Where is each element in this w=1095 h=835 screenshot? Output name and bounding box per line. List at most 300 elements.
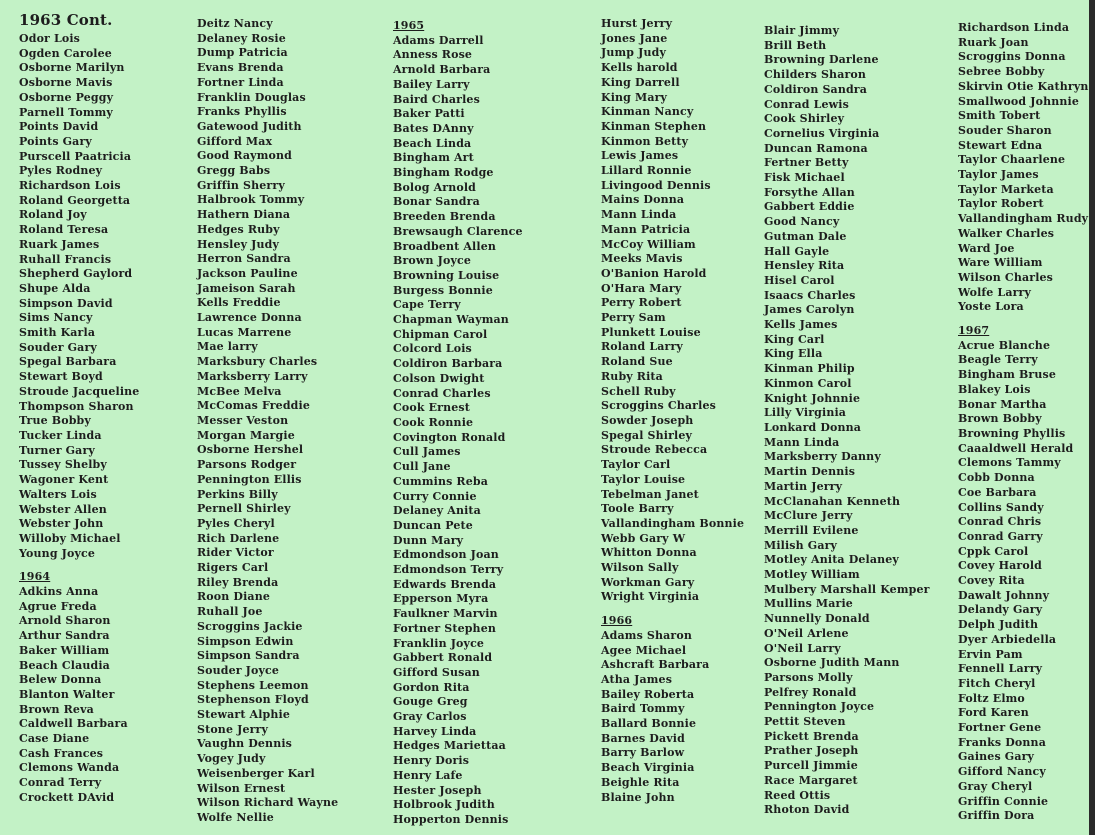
student-name: Weisenberger Karl <box>197 766 315 780</box>
student-name: Covington Ronald <box>393 430 506 444</box>
student-name: Osborne Marilyn <box>19 61 125 75</box>
student-name: Lawrence Donna <box>197 311 302 325</box>
student-name: Mann Linda <box>601 208 677 222</box>
year-heading: 1964 <box>19 570 51 584</box>
student-name: Hurst Jerry <box>601 17 673 30</box>
student-name: Browning Louise <box>393 268 500 282</box>
student-name: Kells James <box>764 318 838 332</box>
student-name: Hisel Carol <box>764 273 835 287</box>
student-name: Bingham Rodge <box>393 166 494 180</box>
student-name: Smith Tobert <box>958 109 1041 123</box>
student-name: Race Margaret <box>764 773 858 787</box>
student-name: Adams Sharon <box>601 628 693 642</box>
student-name: Lonkard Donna <box>764 420 862 434</box>
student-name: Good Nancy <box>764 215 840 229</box>
student-name: Perry Sam <box>601 311 666 325</box>
student-name: Roland Sue <box>601 355 673 369</box>
student-name: Scroggins Donna <box>958 50 1066 64</box>
student-name: Gregg Babs <box>197 164 271 178</box>
student-name: Franks Phyllis <box>197 105 287 119</box>
student-name: Coldiron Sandra <box>764 82 868 96</box>
student-name: Clemons Wanda <box>19 761 120 775</box>
student-name: Collins Sandy <box>958 500 1044 514</box>
student-name: Stroude Jacqueline <box>19 384 140 398</box>
student-name: Roland Teresa <box>19 223 109 237</box>
student-name: Scroggins Charles <box>601 399 716 413</box>
student-name: Sowder Joseph <box>601 413 694 427</box>
student-name: Good Raymond <box>197 149 292 163</box>
student-name: Hedges Ruby <box>197 222 280 236</box>
student-name: Baird Tommy <box>601 702 685 716</box>
student-name: Brown Bobby <box>958 412 1042 426</box>
student-name: Bates DAnny <box>393 121 474 135</box>
student-name: Cook Shirley <box>764 112 845 126</box>
student-name: Covey Rita <box>958 574 1025 588</box>
student-name: Conrad Lewis <box>764 97 849 111</box>
student-name: Rich Darlene <box>197 531 280 545</box>
student-name: Smith Karla <box>19 326 96 340</box>
student-name: Roland Joy <box>19 208 87 222</box>
student-name: Delph Judith <box>958 618 1039 632</box>
student-name: Martin Dennis <box>764 465 856 479</box>
student-name: Gatewood Judith <box>197 119 302 133</box>
student-name: Gouge Greg <box>393 695 468 709</box>
student-name: Griffin Connie <box>958 794 1049 808</box>
student-name: Cornelius Virginia <box>764 126 880 140</box>
student-name: Sebree Bobby <box>958 65 1045 79</box>
student-name: Coldiron Barbara <box>393 357 503 371</box>
student-name: Vallandingham Bonnie <box>601 516 745 530</box>
year-heading: 1967 <box>958 324 990 338</box>
student-name: McCoy William <box>601 237 696 251</box>
student-name: Cook Ernest <box>393 401 470 415</box>
student-name: Marksberry Danny <box>764 450 881 464</box>
student-name: Cash Frances <box>19 746 104 760</box>
student-name: Motley Anita Delaney <box>764 553 899 567</box>
student-name: Cppk Carol <box>958 544 1029 558</box>
student-name: Fortner Linda <box>197 75 284 89</box>
student-name: Hedges Mariettaa <box>393 739 506 753</box>
student-name: O'Banion Harold <box>601 266 707 280</box>
student-name: Kinmon Betty <box>601 134 689 148</box>
student-name: Childers Sharon <box>764 68 867 82</box>
student-name: Purscell Paatricia <box>19 149 132 163</box>
student-name: Stone Jerry <box>197 722 269 736</box>
student-name: Curry Connie <box>393 489 477 503</box>
student-name: Adkins Anna <box>19 585 99 599</box>
student-name: Gaines Gary <box>958 750 1035 764</box>
year-heading: 1966 <box>601 614 633 628</box>
student-name: Arnold Barbara <box>393 63 491 77</box>
student-name: Duncan Ramona <box>764 141 868 155</box>
student-name: Colcord Lois <box>393 342 472 356</box>
student-name: Pyles Cheryl <box>197 516 275 530</box>
student-name: Stephenson Floyd <box>197 693 309 707</box>
student-name: Taylor Robert <box>958 197 1044 211</box>
student-name: Lucas Marrene <box>197 325 292 339</box>
student-name: Simpson Sandra <box>197 649 300 663</box>
student-name: Scroggins Jackie <box>197 619 303 633</box>
student-name: Evans Brenda <box>197 61 284 75</box>
student-name: Marksbury Charles <box>197 355 318 369</box>
student-name: Mullins Marie <box>764 597 853 611</box>
student-name: Stewart Alphie <box>197 708 291 722</box>
student-name: Cook Ronnie <box>393 415 474 429</box>
student-name: Nunnelly Donald <box>764 612 870 626</box>
student-name: Beagle Terry <box>958 353 1038 367</box>
student-name: Thompson Sharon <box>19 399 134 413</box>
student-name: Blakey Lois <box>958 382 1031 396</box>
student-name: Wolfe Nellie <box>197 810 274 824</box>
student-name: Coe Barbara <box>958 485 1037 499</box>
student-name: Messer Veston <box>197 413 289 427</box>
student-name: Cull Jane <box>393 460 451 474</box>
student-name: Duncan Pete <box>393 518 473 532</box>
student-name: Mann Patricia <box>601 222 691 236</box>
student-name: Motley William <box>764 568 860 582</box>
student-name: Pernell Shirley <box>197 502 291 516</box>
student-name: Mains Donna <box>601 193 685 207</box>
student-name: Walters Lois <box>19 487 97 501</box>
student-name: Beach Linda <box>393 136 472 150</box>
student-name: Richardson Lois <box>19 179 121 193</box>
student-name: Bingham Bruse <box>958 368 1056 382</box>
student-name: Cummins Reba <box>393 474 488 488</box>
student-name: Anness Rose <box>393 48 473 62</box>
student-name: Halbrook Tommy <box>197 193 305 207</box>
student-name: Fortner Stephen <box>393 621 497 635</box>
student-name: Taylor James <box>958 168 1039 182</box>
student-name: Morgan Margie <box>197 428 295 442</box>
student-name: King Ella <box>764 347 823 361</box>
student-name: Arthur Sandra <box>19 629 110 643</box>
student-name: Tucker Linda <box>19 428 102 442</box>
column-6 <box>958 21 1089 824</box>
student-name: Hall Gayle <box>764 244 830 258</box>
student-name: Milish Gary <box>764 538 838 552</box>
student-name: Beighle Rita <box>601 775 680 789</box>
student-name: Hensley Judy <box>197 237 280 251</box>
column-5 <box>764 24 930 818</box>
student-name: Hester Joseph <box>393 783 482 797</box>
student-name: Parsons Molly <box>764 670 853 684</box>
student-name: Conrad Charles <box>393 386 491 400</box>
student-name: Bonar Martha <box>958 397 1047 411</box>
student-name: Bailey Roberta <box>601 687 695 701</box>
student-name: Plunkett Louise <box>601 325 701 339</box>
student-name: Brill Beth <box>764 38 827 52</box>
student-name: Wilson Sally <box>601 561 679 575</box>
student-name: Workman Gary <box>601 575 695 589</box>
student-name: Vaughn Dennis <box>197 737 293 751</box>
student-name: Ruhall Francis <box>19 252 112 266</box>
student-name: Cape Terry <box>393 298 461 312</box>
student-name: Harvey Linda <box>393 724 477 738</box>
student-name: Wolfe Larry <box>958 285 1032 299</box>
student-name: Baird Charles <box>393 92 480 106</box>
student-name: Parsons Rodger <box>197 458 297 472</box>
student-name: Kinman Nancy <box>601 105 694 119</box>
student-name: Edmondson Joan <box>393 548 499 562</box>
student-name: Baker William <box>19 643 110 657</box>
student-name: Conrad Garry <box>958 529 1043 543</box>
student-name: Franklin Douglas <box>197 90 306 104</box>
student-name: Souder Joyce <box>197 663 280 677</box>
student-name: Gifford Susan <box>393 665 480 679</box>
student-name: Gabbert Ronald <box>393 651 493 665</box>
student-name: O'Neil Arlene <box>764 626 849 640</box>
student-name: Wilson Charles <box>958 270 1054 284</box>
student-name: Osborne Mavis <box>19 76 113 90</box>
student-name: Souder Sharon <box>958 123 1052 137</box>
student-name: Barnes David <box>601 731 685 745</box>
student-name: Points Gary <box>19 134 92 148</box>
student-name: Stewart Boyd <box>19 370 103 384</box>
column-2 <box>197 17 338 826</box>
student-name: Rider Victor <box>197 546 274 560</box>
student-name: Faulkner Marvin <box>393 607 498 621</box>
student-name: McClure Jerry <box>764 509 853 523</box>
student-name: Mae larry <box>197 340 258 354</box>
student-name: Colson Dwight <box>393 371 485 385</box>
student-name: James Carolyn <box>764 303 855 317</box>
student-name: Rhoton David <box>764 803 850 817</box>
student-name: Griffin Sherry <box>197 178 285 192</box>
student-name: Meeks Mavis <box>601 252 683 266</box>
student-name: Gifford Max <box>197 134 273 148</box>
student-name: Dyer Arbiedella <box>958 632 1057 646</box>
student-name: Gordon Rita <box>393 680 470 694</box>
student-name: Pettit Steven <box>764 715 846 729</box>
student-name: Conrad Chris <box>958 515 1042 529</box>
student-name: Bailey Larry <box>393 77 470 91</box>
student-name: Brown Joyce <box>393 254 472 268</box>
student-name: Delaney Anita <box>393 504 481 518</box>
student-name: Ford Karen <box>958 706 1029 720</box>
student-name: Conrad Terry <box>19 776 102 790</box>
student-name: Perry Robert <box>601 296 682 310</box>
student-name: Dump Patricia <box>197 46 288 60</box>
student-name: Blair Jimmy <box>764 24 840 37</box>
student-name: Pelfrey Ronald <box>764 685 857 699</box>
student-name: Fertner Betty <box>764 156 849 170</box>
student-name: Pennington Joyce <box>764 700 875 714</box>
student-name: Delandy Gary <box>958 603 1043 617</box>
student-name: McBee Melva <box>197 384 282 398</box>
student-name: Jump Judy <box>601 46 666 60</box>
student-name: Epperson Myra <box>393 592 489 606</box>
student-name: Webster Allen <box>19 502 107 516</box>
student-name: Caaaldwell Herald <box>958 441 1074 455</box>
student-name: Turner Gary <box>19 443 95 457</box>
student-name: Gifford Nancy <box>958 765 1046 779</box>
student-name: Beach Claudia <box>19 658 110 672</box>
student-name: Breeden Brenda <box>393 210 496 224</box>
student-name: Taylor Chaarlene <box>958 153 1066 167</box>
student-name: Fisk Michael <box>764 171 845 185</box>
student-name: Ward Joe <box>958 241 1015 255</box>
student-name: Kells Freddie <box>197 296 281 310</box>
student-name: Bolog Arnold <box>393 180 477 194</box>
student-name: Blaine John <box>601 790 675 804</box>
student-name: Simpson David <box>19 296 113 310</box>
student-name: Kinmon Carol <box>764 376 852 390</box>
student-name: Schell Ruby <box>601 384 676 398</box>
student-name: Covey Harold <box>958 559 1043 573</box>
student-name: Delaney Rosie <box>197 31 286 45</box>
student-name: Dunn Mary <box>393 533 464 547</box>
student-name: Lewis James <box>601 149 679 163</box>
student-name: Gutman Dale <box>764 229 847 243</box>
student-name: Fortner Gene <box>958 721 1042 735</box>
student-name: Brewsaugh Clarence <box>393 224 523 238</box>
student-name: Stewart Edna <box>958 138 1043 152</box>
student-name: Osborne Judith Mann <box>764 656 900 670</box>
student-name: Yoste Lora <box>958 300 1024 314</box>
student-name: Herron Sandra <box>197 252 291 266</box>
student-name: Bonar Sandra <box>393 195 480 209</box>
student-name: Osborne Peggy <box>19 90 114 104</box>
student-name: Jones Jane <box>601 31 668 45</box>
student-name: Broadbent Allen <box>393 239 496 253</box>
student-name: Acrue Blanche <box>958 338 1051 352</box>
student-name: McClanahan Kenneth <box>764 494 901 508</box>
student-name: King Carl <box>764 332 825 346</box>
student-name: Mulbery Marshall Kemper <box>764 582 930 596</box>
student-name: Knight Johnnie <box>764 391 861 405</box>
student-name: Belew Donna <box>19 673 102 687</box>
student-name: Foltz Elmo <box>958 691 1025 705</box>
student-name: Stephens Leemon <box>197 678 309 692</box>
column-4 <box>601 17 744 805</box>
student-name: Dawalt Johnny <box>958 588 1050 602</box>
student-name: Merrill Evilene <box>764 523 859 537</box>
student-name: Spegal Shirley <box>601 428 693 442</box>
student-name: Wagoner Kent <box>19 473 109 487</box>
student-name: Gray Cheryl <box>958 779 1033 793</box>
student-name: Gray Carlos <box>393 710 467 724</box>
student-name: Taylor Carl <box>601 458 671 472</box>
column-3 <box>393 19 523 828</box>
student-name: Edwards Brenda <box>393 577 497 591</box>
student-name: Beach Virginia <box>601 761 695 775</box>
student-name: Sims Nancy <box>19 311 93 325</box>
student-name: Marksberry Larry <box>197 369 308 383</box>
student-name: Skirvin Otie Kathryn <box>958 79 1089 93</box>
student-name: Agrue Freda <box>19 599 97 613</box>
student-name: Ruark James <box>19 237 100 251</box>
student-name: Taylor Marketa <box>958 182 1054 196</box>
student-name: Simpson Edwin <box>197 634 294 648</box>
student-name: Browning Phyllis <box>958 426 1066 440</box>
student-name: Roon Diane <box>197 590 270 604</box>
student-name: Henry Lafe <box>393 768 463 782</box>
student-name: Rigers Carl <box>197 561 269 575</box>
student-name: Burgess Bonnie <box>393 283 493 297</box>
year-heading: 1965 <box>393 19 425 32</box>
page-edge-shadow <box>1089 0 1095 835</box>
student-name: Toole Barry <box>601 502 674 516</box>
student-name: Henry Doris <box>393 754 470 768</box>
student-name: Lillard Ronnie <box>601 164 692 178</box>
student-name: Ogden Carolee <box>19 46 112 60</box>
student-name: Ruhall Joe <box>197 605 263 619</box>
student-name: Richardson Linda <box>958 21 1070 34</box>
student-name: Pennington Ellis <box>197 472 302 486</box>
student-name: Wright Virginia <box>601 590 700 604</box>
student-name: Gabbert Eddie <box>764 200 855 214</box>
student-name: Blanton Walter <box>19 687 115 701</box>
student-name: Fitch Cheryl <box>958 676 1036 690</box>
student-name: Taylor Louise <box>601 472 686 486</box>
student-name: Hensley Rita <box>764 259 845 273</box>
student-name: Roland Larry <box>601 340 683 354</box>
column-1 <box>19 10 139 806</box>
student-name: Franks Donna <box>958 735 1046 749</box>
student-name: Kinman Philip <box>764 362 855 376</box>
student-name: Willoby Michael <box>19 531 121 545</box>
student-name: Pyles Rodney <box>19 164 103 178</box>
student-name: Ruark Joan <box>958 35 1029 49</box>
student-name: King Darrell <box>601 75 680 89</box>
student-name: Kells harold <box>601 61 678 75</box>
student-name: Shepherd Gaylord <box>19 267 133 281</box>
student-name: Tebelman Janet <box>601 487 699 501</box>
student-name: Smallwood Johnnie <box>958 94 1079 108</box>
student-name: Vogey Judy <box>197 752 266 766</box>
student-name: O'Hara Mary <box>601 281 682 295</box>
student-name: Baker Patti <box>393 107 465 121</box>
student-name: Roland Georgetta <box>19 193 131 207</box>
student-name: Crockett DAvid <box>19 790 115 804</box>
student-name: Bingham Art <box>393 151 474 165</box>
student-name: Reed Ottis <box>764 788 831 802</box>
student-name: Deitz Nancy <box>197 17 273 30</box>
student-name: Young Joyce <box>19 546 96 560</box>
student-name: Pickett Brenda <box>764 729 859 743</box>
student-name: Kinman Stephen <box>601 119 707 133</box>
student-name: Parnell Tommy <box>19 105 113 119</box>
student-name: Case Diane <box>19 732 90 746</box>
student-name: Webster John <box>19 517 104 531</box>
student-name: Mann Linda <box>764 435 840 449</box>
student-name: Caldwell Barbara <box>19 717 128 731</box>
student-name: Isaacs Charles <box>764 288 856 302</box>
student-name: Ruby Rita <box>601 369 663 383</box>
student-name: Spegal Barbara <box>19 355 117 369</box>
student-name: Souder Gary <box>19 340 97 354</box>
student-name: Chipman Carol <box>393 327 488 341</box>
student-name: Stroude Rebecca <box>601 443 708 457</box>
student-name: Osborne Hershel <box>197 443 304 457</box>
student-name: Wilson Richard Wayne <box>197 796 339 810</box>
student-name: Wilson Ernest <box>197 781 286 795</box>
student-name: Ware William <box>958 256 1043 270</box>
student-name: Tussey Shelby <box>19 458 107 472</box>
student-name: Edmondson Terry <box>393 563 504 577</box>
student-name: Ervin Pam <box>958 647 1023 661</box>
student-name: Odor Lois <box>19 32 81 45</box>
student-name: Purcell Jimmie <box>764 759 858 773</box>
student-name: Whitton Donna <box>601 546 697 560</box>
student-name: Jameison Sarah <box>197 281 296 295</box>
student-name: Hathern Diana <box>197 208 291 222</box>
student-name: King Mary <box>601 90 668 104</box>
student-name: Prather Joseph <box>764 744 859 758</box>
page-heading: 1963 Cont. <box>19 11 113 29</box>
student-name: Livingood Dennis <box>601 178 711 192</box>
student-name: Chapman Wayman <box>393 313 509 327</box>
